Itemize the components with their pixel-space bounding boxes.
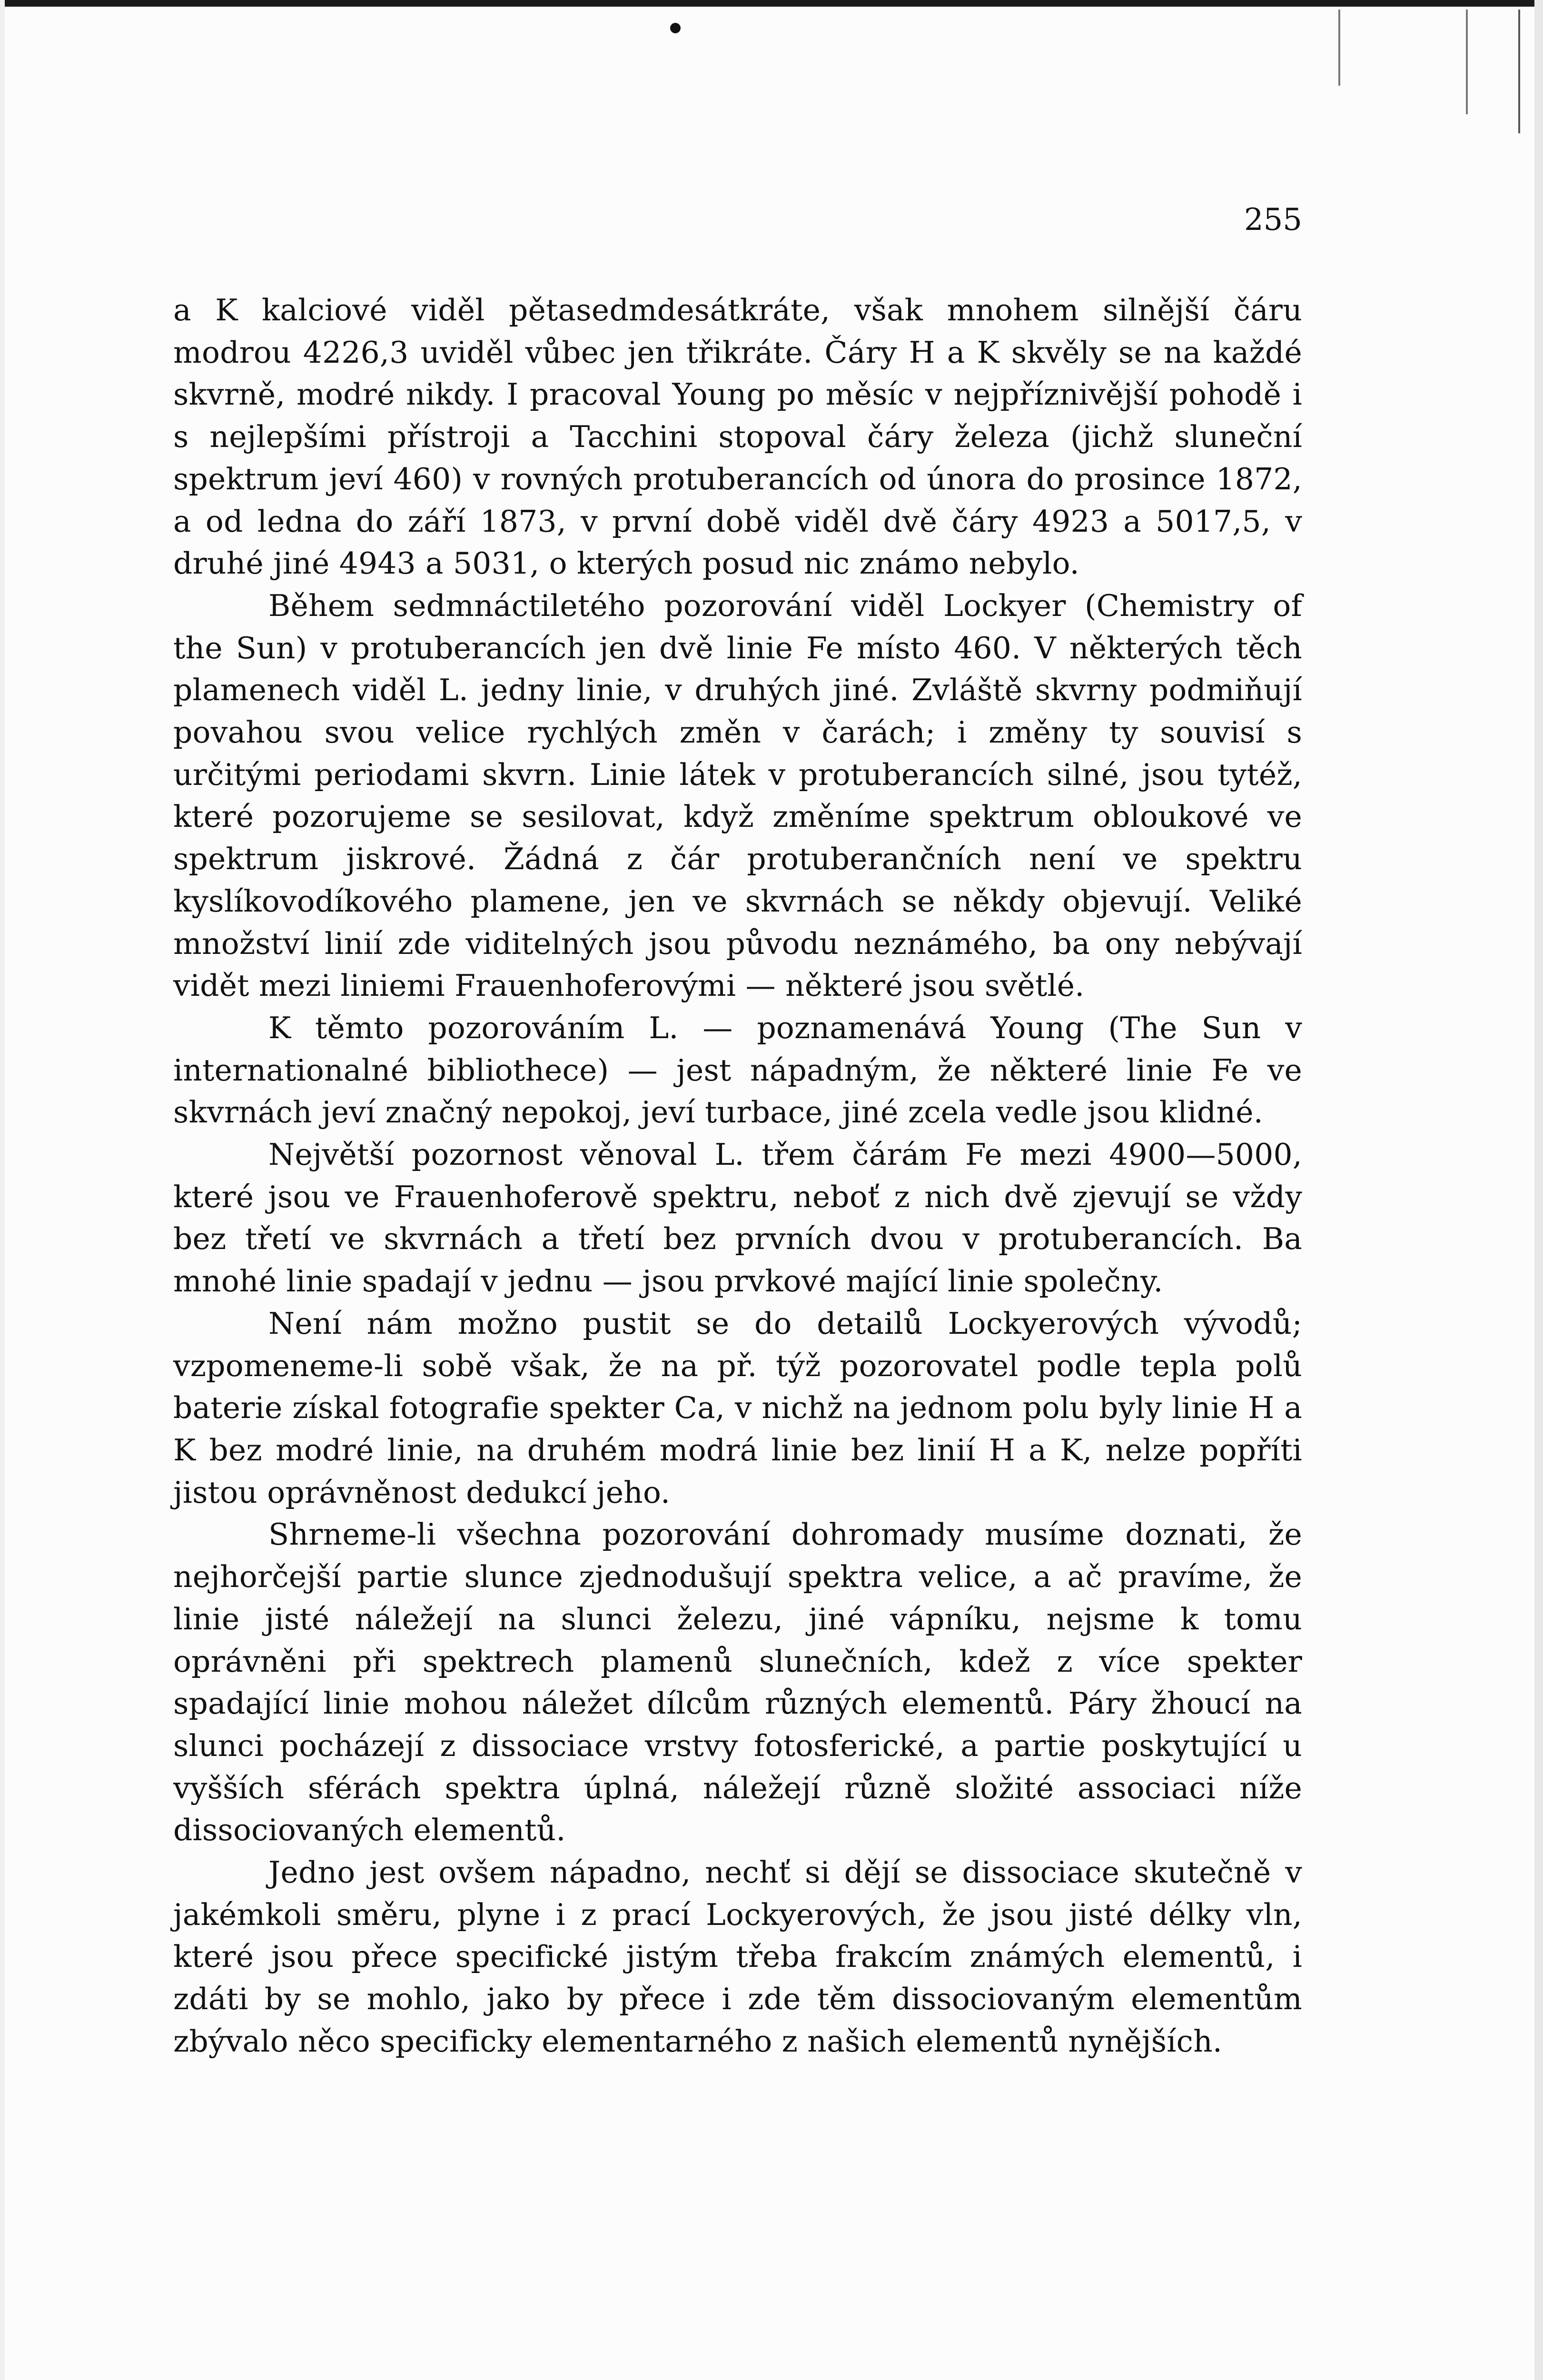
paragraph-3: K těmto pozorováním L. — poznamenává Young (The Sun v internationalné bibliothece) — jest nápadným, že některé linie Fe ve skvrnách jeví značný nepokoj, jeví turbace, jiné zcela vedle jsou klidné. [173, 1010, 1302, 1130]
paragraph-2: Během sedmnáctiletého pozorování viděl Lockyer (Chemistry of the Sun) v protuberancích jen dvě linie Fe místo 460. V některých těch plamenech viděl L. jedny linie, v druhých jiné. Zvláště skvrny podmiňují povahou svou velice rychlých změn v čarách; i změny ty souvisí s určitými periodami skvrn. Linie látek v protuberancích silné, jsou tytéž, které pozorujeme se sesilovat, když změníme spektrum obloukové ve spektrum jiskrové. Žádná z čár protuberančních není ve spektru kyslíkovodíkového plamene, jen ve skvrnách se někdy objevují. Veliké množství linií zde viditelných jsou původu neznámého, ba ony nebývají vidět mezi liniemi Frauenhoferovými — některé jsou světlé. [173, 588, 1302, 1003]
scan-line-mark [1466, 10, 1468, 114]
paragraph-7: Jedno jest ovšem nápadno, nechť si dějí se dissociace skutečně v jakémkoli směru, plyne i z prací Lockyerových, že jsou jisté délky vln, které jsou přece specifické jistým třeba frakcím známých elementů, i zdáti by se mohlo, jako by přece i zde těm dissociovaným elementům zbývalo něco specificky elementarného z našich elementů nynějších. [173, 1855, 1302, 2059]
page-number: 255 [1244, 202, 1302, 238]
scan-line-mark [1518, 10, 1520, 133]
scan-dot-mark [670, 23, 681, 33]
scan-left-edge [0, 0, 5, 2380]
scan-top-edge [0, 0, 1543, 7]
body-text [173, 289, 1302, 2063]
paragraph-6: Shrneme-li všechna pozorování dohromady musíme doznati, že nejhorčejší partie slunce zjednodušují spektra velice, a ač pravíme, že linie jisté náležejí na slunci železu, jiné vápníku, nejsme k tomu oprávněni při spektrech plamenů slunečních, kdež z více spekter spadající linie mohou náležet dílcům různých elementů. Páry žhoucí na slunci pocházejí z dissociace vrstvy fotosferické, a partie poskytující u vyšších sférách spektra úplná, náležejí různě složité associaci níže dissociovaných elementů. [173, 1517, 1302, 1848]
paragraph-1: a K kalciové viděl pětasedmdesátkráte, však mnohem silnější čáru modrou 4226,3 uviděl vůbec jen třikráte. Čáry H a K skvěly se na každé skvrně, modré nikdy. I pracoval Young po měsíc v nejpříznivější pohodě i s nejlepšími přístroji a Tacchini stopoval čáry železa (jichž sluneční spektrum jeví 460) v rovných protuberancích od února do prosince 1872, a od ledna do září 1873, v první době viděl dvě čáry 4923 a 5017,5, v druhé jiné 4943 a 5031, o kterých posud nic známo nebylo. [173, 293, 1302, 581]
scan-line-mark [1338, 10, 1340, 86]
paragraph-5: Není nám možno pustit se do detailů Lockyerových vývodů; vzpomeneme-li sobě však, že na př. týž pozorovatel podle tepla polů baterie získal fotografie spekter Ca, v nichž na jednom polu byly linie H a K bez modré linie, na druhém modrá linie bez linií H a K, nelze popříti jistou oprávněnost dedukcí jeho. [173, 1306, 1302, 1510]
paragraph-4: Největší pozornost věnoval L. třem čárám Fe mezi 4900—5000, které jsou ve Frauenhoferově spektru, neboť z nich dvě zjevují se vždy bez třetí ve skvrnách a třetí bez prvních dvou v protuberancích. Ba mnohé linie spadají v jednu — jsou prvkové mající linie společny. [173, 1137, 1302, 1299]
scan-right-edge [1534, 0, 1543, 2380]
